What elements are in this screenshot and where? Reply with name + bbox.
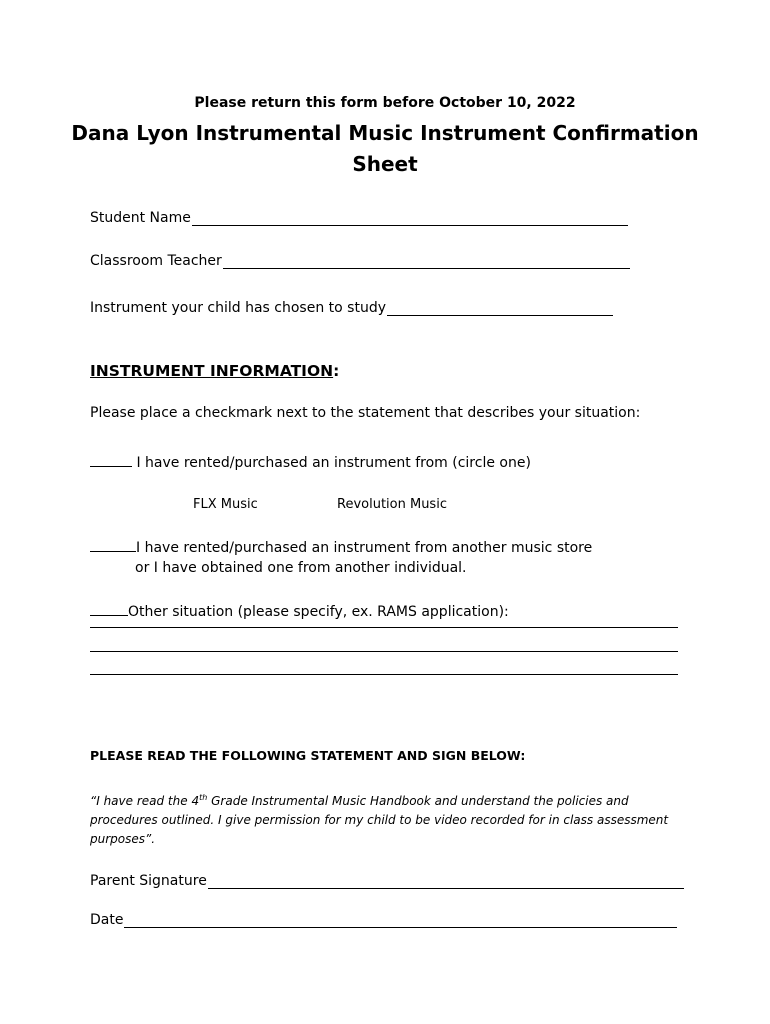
classroom-teacher-field <box>90 253 630 269</box>
student-name-label: Student Name <box>90 210 191 226</box>
option3-text: Other situation (please specify, ex. RAMS application): <box>128 604 509 620</box>
option-other-store <box>90 538 592 556</box>
classroom-teacher-label: Classroom Teacher <box>90 253 222 269</box>
instructions-text: Please place a checkmark next to the statement that describes your situation: <box>90 405 641 421</box>
date-label: Date <box>90 912 124 928</box>
instrument-input-line[interactable] <box>387 301 613 316</box>
date-input-line[interactable] <box>124 913 677 928</box>
parent-signature-label: Parent Signature <box>90 873 207 889</box>
statement-heading: PLEASE READ THE FOLLOWING STATEMENT AND SIGN BELOW: <box>90 748 526 763</box>
permission-statement <box>90 792 680 849</box>
instrument-label: Instrument your child has chosen to study <box>90 300 386 316</box>
store-option-flx[interactable]: FLX Music <box>193 497 258 512</box>
student-name-input-line[interactable] <box>192 211 628 226</box>
option2-text-line2: or I have obtained one from another individual. <box>135 560 467 576</box>
return-deadline-notice: Please return this form before October 10, 2022 <box>194 95 576 111</box>
statement-superscript: th <box>199 793 208 802</box>
other-situation-line-3[interactable] <box>90 674 678 675</box>
option3-checkbox-line[interactable] <box>90 602 128 616</box>
option-rented-from-store <box>90 453 531 471</box>
option2-checkbox-line[interactable] <box>90 538 136 552</box>
instrument-information-heading <box>90 362 339 380</box>
option2-text-line1: I have rented/purchased an instrument from another music store <box>136 540 593 556</box>
student-name-field <box>90 210 628 226</box>
option1-text: I have rented/purchased an instrument from (circle one) <box>136 455 531 471</box>
parent-signature-field <box>90 873 684 889</box>
heading-colon: : <box>333 362 340 380</box>
store-option-revolution[interactable]: Revolution Music <box>337 497 447 512</box>
date-field <box>90 912 677 928</box>
statement-quote-start: “I have read the 4 <box>90 794 200 808</box>
other-situation-line-1[interactable] <box>90 627 678 628</box>
other-situation-line-2[interactable] <box>90 651 678 652</box>
form-title: Dana Lyon Instrumental Music Instrument Confirmation Sheet <box>71 121 699 176</box>
option1-checkbox-line[interactable] <box>90 453 132 467</box>
instrument-information-heading-text: INSTRUMENT INFORMATION <box>90 362 334 380</box>
option-other-situation <box>90 602 509 620</box>
statement-quote-rest: Grade Instrumental Music Handbook and understand the policies and procedures outlined. I give permission for my child to be video recorded for in class assessment purposes”. <box>90 794 669 846</box>
classroom-teacher-input-line[interactable] <box>223 254 630 269</box>
instrument-field <box>90 300 613 316</box>
parent-signature-input-line[interactable] <box>208 874 684 889</box>
